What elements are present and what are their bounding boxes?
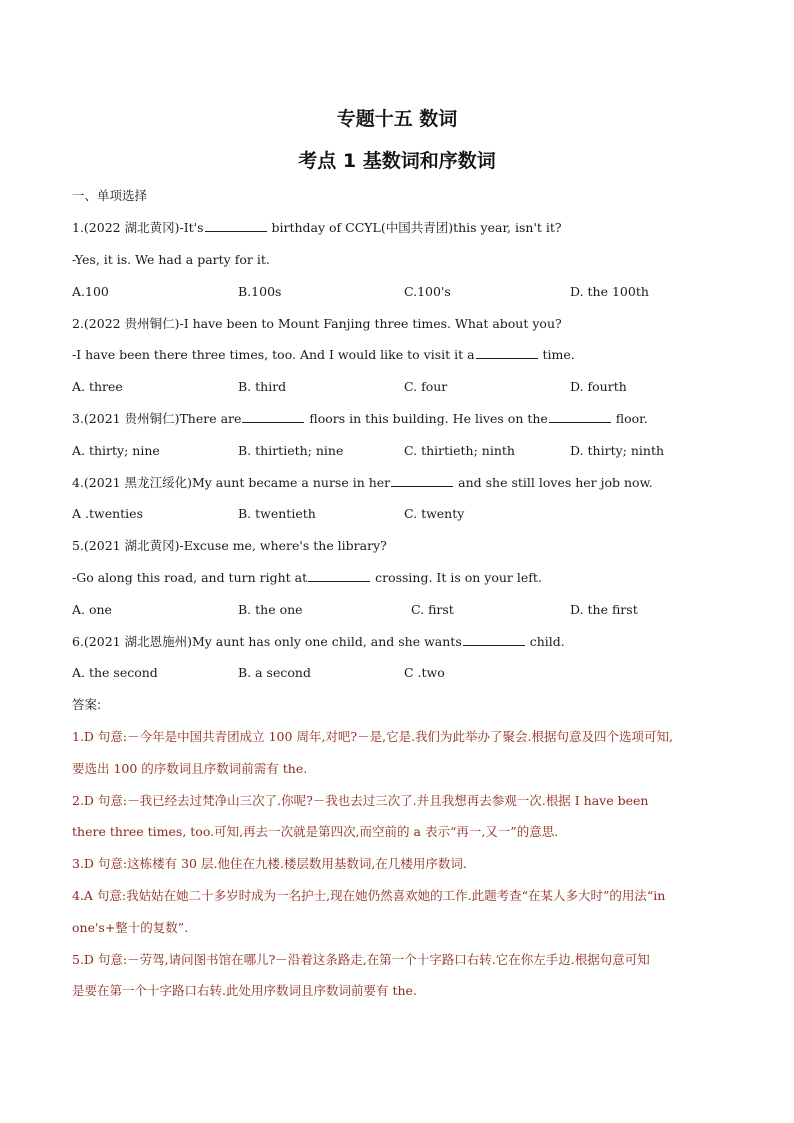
- q6-option-a: A. the second: [72, 665, 158, 680]
- q6-stem-a: 6.(2021 湖北恩施州)My aunt has only one child, and she wants: [72, 634, 462, 649]
- q5-option-a: A. one: [72, 602, 112, 617]
- q5-option-b: B. the one: [238, 602, 303, 617]
- q3-stem-b: floors in this building. He lives on the: [305, 411, 548, 426]
- page-title: 专题十五 数词: [336, 108, 458, 130]
- answer-blank: [205, 220, 267, 232]
- q3-stem-c: floor.: [611, 411, 648, 426]
- q3-option-d: D. thirty; ninth: [570, 443, 665, 458]
- page-subtitle: 考点 1 基数词和序数词: [298, 150, 496, 172]
- answer-blank: [549, 411, 611, 423]
- q4-option-a: A .twenties: [72, 506, 143, 521]
- q1-option-d: D. the 100th: [570, 284, 649, 299]
- answer-blank: [242, 411, 304, 423]
- q3-option-c: C. thirtieth; ninth: [404, 443, 515, 458]
- question-2-line2: [72, 347, 575, 363]
- q5-line2-a: -Go along this road, and turn right at: [72, 570, 308, 585]
- q2-option-d: D. fourth: [570, 379, 627, 394]
- q2-option-c: C. four: [404, 379, 448, 394]
- question-2-stem: 2.(2022 贵州铜仁)-I have been to Mount Fanjing three times. What about you?: [72, 316, 562, 331]
- question-5-line2: [72, 570, 542, 586]
- q3-option-b: B. thirtieth; nine: [238, 443, 344, 458]
- q5-option-c: C. first: [411, 602, 454, 617]
- answer-line: 要选出 100 的序数词且序数词前需有 the.: [72, 761, 308, 776]
- q4-option-c: C. twenty: [404, 506, 465, 521]
- q3-stem-a: 3.(2021 贵州铜仁)There are: [72, 411, 242, 426]
- answer-line: one's+整十的复数”.: [72, 920, 189, 935]
- answers-label: 答案:: [72, 697, 102, 712]
- q4-stem-b: and she still loves her job now.: [454, 475, 653, 490]
- question-5-stem: 5.(2021 湖北黄冈)-Excuse me, where's the library?: [72, 538, 387, 553]
- answer-line: 4.A 句意:我姑姑在她二十多岁时成为一名护士,现在她仍然喜欢她的工作.此题考查“在某人多大时”的用法“in: [72, 888, 666, 903]
- q4-stem-a: 4.(2021 黑龙江绥化)My aunt became a nurse in her: [72, 475, 391, 490]
- q1-option-a: A.100: [72, 284, 109, 299]
- question-6-stem: [72, 634, 565, 650]
- q4-option-b: B. twentieth: [238, 506, 316, 521]
- answer-line: 2.D 句意:－我已经去过梵净山三次了.你呢?－我也去过三次了.并且我想再去参观一次.根据 I have been: [72, 793, 649, 808]
- q5-option-d: D. the first: [570, 602, 638, 617]
- answer-line: 5.D 句意:－劳驾,请问图书馆在哪儿?－沿着这条路走,在第一个十字路口右转.它在你左手边.根据句意可知: [72, 952, 650, 967]
- answer-line: there three times, too.可知,再去一次就是第四次,而空前的 a 表示“再一,又一”的意思.: [72, 824, 559, 839]
- answer-blank: [391, 475, 453, 487]
- q6-option-c: C .two: [404, 665, 445, 680]
- answer-line: 1.D 句意:－今年是中国共青团成立 100 周年,对吧?－是,它是.我们为此举办了聚会.根据句意及四个选项可知,: [72, 729, 674, 744]
- answer-blank: [308, 570, 370, 582]
- q2-line2-a: -I have been there three times, too. And I would like to visit it a: [72, 347, 475, 362]
- answer-line: 是要在第一个十字路口右转.此处用序数词且序数词前要有 the.: [72, 983, 417, 998]
- q1-stem-a: 1.(2022 湖北黄冈)-It's: [72, 220, 204, 235]
- question-1-line2: -Yes, it is. We had a party for it.: [72, 252, 270, 267]
- q6-option-b: B. a second: [238, 665, 311, 680]
- question-4-stem: [72, 475, 653, 491]
- q2-option-a: A. three: [72, 379, 123, 394]
- answer-blank: [476, 347, 538, 359]
- q1-stem-b: birthday of CCYL(中国共青团)this year, isn't it?: [267, 220, 562, 235]
- q2-option-b: B. third: [238, 379, 287, 394]
- q2-line2-b: time.: [538, 347, 575, 362]
- q6-stem-b: child.: [525, 634, 565, 649]
- q5-line2-b: crossing. It is on your left.: [371, 570, 542, 585]
- question-1-stem: [72, 220, 562, 236]
- q3-option-a: A. thirty; nine: [72, 443, 160, 458]
- answer-blank: [463, 634, 525, 646]
- q1-option-c: C.100's: [404, 284, 451, 299]
- q1-option-b: B.100s: [238, 284, 282, 299]
- question-3-stem: [72, 411, 648, 427]
- answer-line: 3.D 句意:这栋楼有 30 层.他住在九楼.楼层数用基数词,在几楼用序数词.: [72, 856, 467, 871]
- section-heading: 一、单项选择: [72, 188, 148, 203]
